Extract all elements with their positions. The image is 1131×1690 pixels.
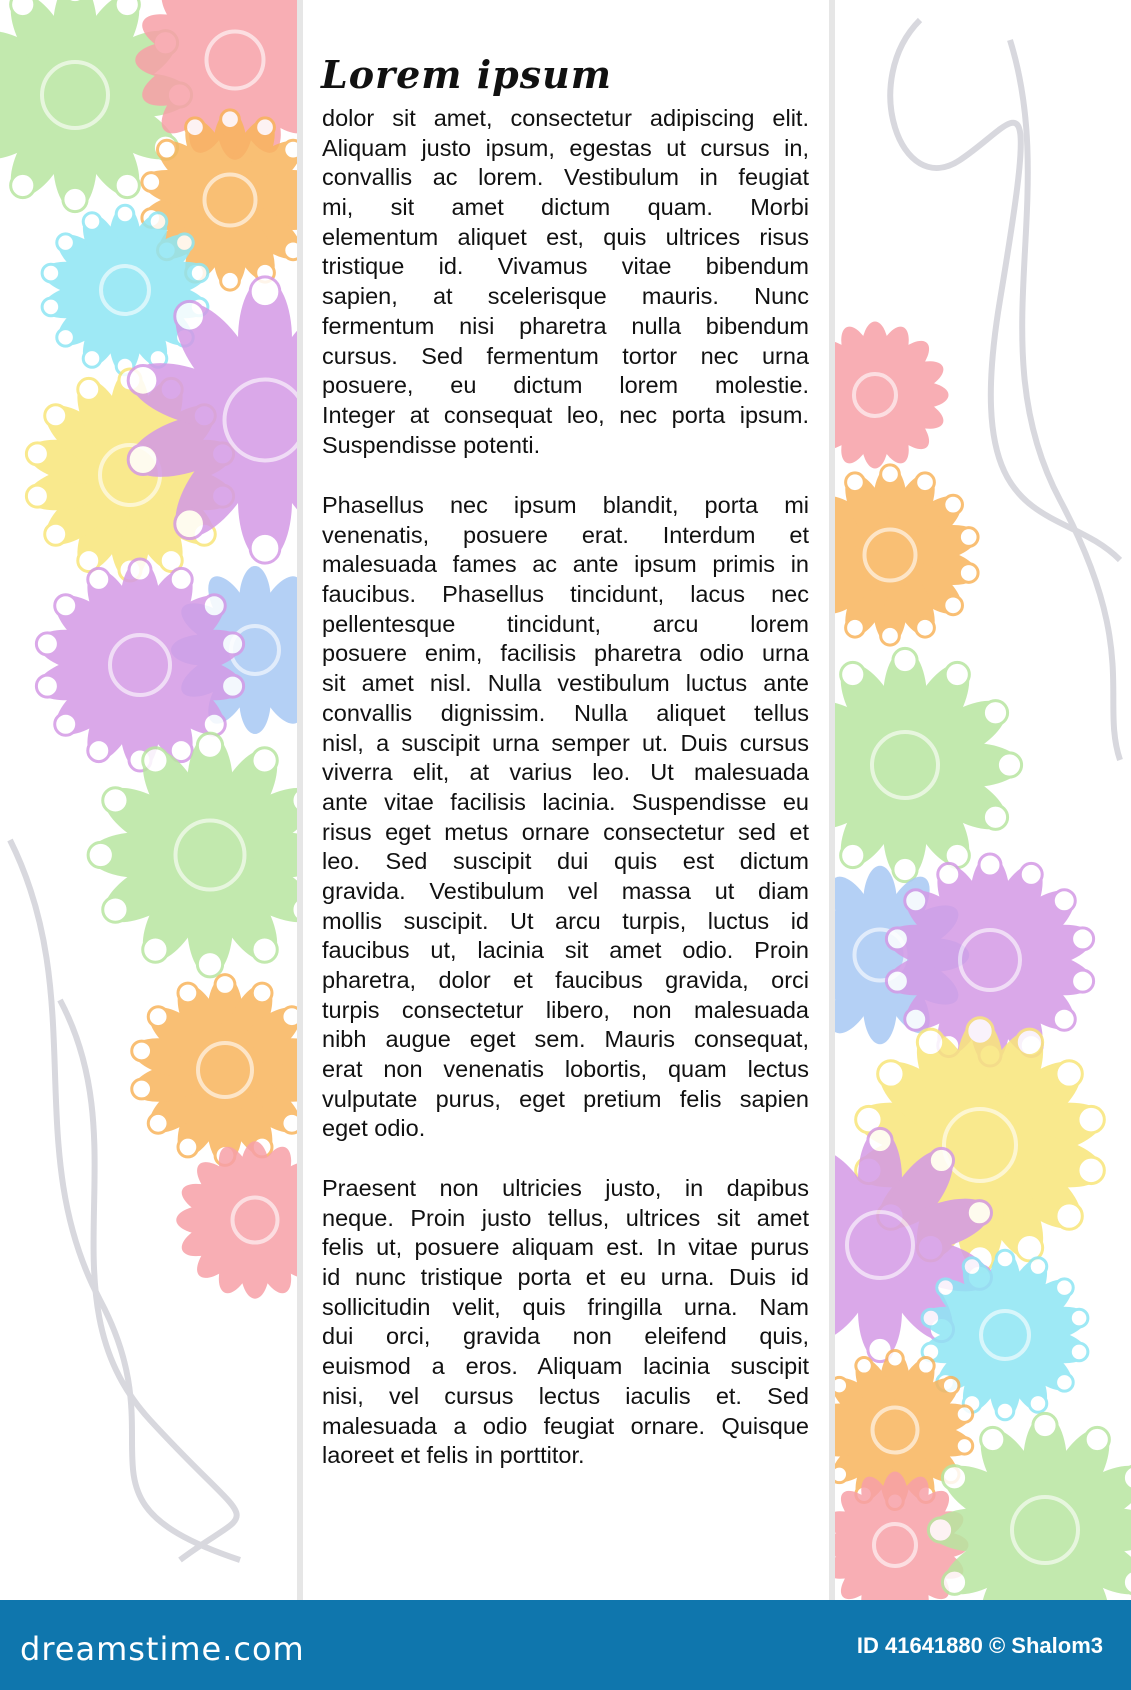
text-line: laoreet et felis in porttitor. <box>322 1442 585 1469</box>
text-line: sit amet nisl. Nulla vestibulum luctus ante <box>322 670 809 697</box>
text-line: gravida. Vestibulum vel massa ut diam <box>322 877 809 904</box>
footer-bar <box>0 1600 1131 1690</box>
text-line: Phasellus nec ipsum blandit, porta mi <box>322 492 809 518</box>
text-line: elementum aliquet est, quis ultrices risus <box>322 223 809 250</box>
text-line: Suspendisse potenti. <box>322 431 541 458</box>
text-line: nibh augue eget sem. Mauris consequat, <box>322 1026 809 1053</box>
text-line: mi, sit amet dictum quam. Morbi <box>322 194 809 221</box>
flower <box>129 975 321 1166</box>
text-line: pellentesque tincidunt, arcu lorem <box>322 610 809 637</box>
page-title: Lorem ipsum <box>321 52 612 97</box>
text-line: malesuada a odio feugiat ornare. Quisque <box>322 1412 809 1439</box>
flower <box>88 733 332 977</box>
text-line: viverra elit, at varius leo. Ut malesuada <box>322 759 809 786</box>
text-line: posuere enim, facilisis pharetra odio urna <box>322 640 809 667</box>
ribbon-swirl <box>1010 40 1120 760</box>
text-line: id nunc tristique porta et eu urna. Duis id <box>322 1264 809 1291</box>
text-line: tristique id. Vivamus vitae bibendum <box>322 253 809 280</box>
text-line: faucibus. Phasellus tincidunt, lacus nec <box>322 581 809 608</box>
paragraph-3 <box>322 1174 809 1471</box>
text-line: pharetra, dolor et faucibus gravida, orci <box>322 967 809 993</box>
text-line: erat non venenatis lobortis, quam lectus <box>322 1056 809 1083</box>
text-line: leo. Sed suscipit dui quis est dictum <box>322 848 809 875</box>
text-line: risus eget metus ornare consectetur sed et <box>322 818 809 845</box>
paragraph-2 <box>322 491 809 1144</box>
text-line: convallis dignissim. Nulla aliquet tellus <box>322 699 809 726</box>
text-line: Aliquam justo ipsum, egestas ut cursus in, <box>322 134 809 161</box>
text-line: Praesent non ultricies justo, in dapibus <box>322 1175 809 1201</box>
text-line: euismod a eros. Aliquam lacinia suscipit <box>322 1353 809 1380</box>
text-line: Integer at consequat leo, nec porta ipsum. <box>322 401 809 428</box>
text-line: fermentum nisi pharetra nulla bibendum <box>322 312 809 339</box>
text-line: eget odio. <box>322 1115 426 1142</box>
text-line: venenatis, posuere erat. Interdum et <box>322 521 809 548</box>
text-line: vulputate purus, eget pretium felis sapien <box>322 1085 809 1112</box>
text-line: turpis consectetur libero, non malesuada <box>322 996 809 1023</box>
text-line: sapien, at scelerisque mauris. Nunc <box>322 283 809 310</box>
text-line: cursus. Sed fermentum tortor nec urna <box>322 342 809 369</box>
text-line: ante vitae facilisis lacinia. Suspendisse eu <box>322 788 809 815</box>
text-line: neque. Proin justo tellus, ultrices sit amet <box>322 1204 809 1231</box>
text-line: nisi, vel cursus lectus iaculis et. Sed <box>322 1382 809 1409</box>
text-line: faucibus ut, lacinia sit amet odio. Proin <box>322 937 809 964</box>
text-line: mollis suscipit. Ut arcu turpis, luctus id <box>322 907 809 934</box>
dreamstime-logo: dreamstime.com <box>20 1630 305 1668</box>
text-line: sollicitudin velit, quis fringilla urna. Nam <box>322 1293 809 1320</box>
text-line: posuere, eu dictum lorem molestie. <box>322 372 809 399</box>
text-line: nisl, a suscipit urna semper ut. Duis cursus <box>322 729 809 756</box>
text-line: dui orci, gravida non eleifend quis, <box>322 1323 809 1350</box>
text-line: convallis ac lorem. Vestibulum in feugiat <box>322 164 809 191</box>
text-line: malesuada fames ac ante ipsum primis in <box>322 551 809 578</box>
paragraph-1 <box>322 104 809 460</box>
text-line: felis ut, posuere aliquam est. In vitae purus <box>322 1234 809 1261</box>
text-line: dolor sit amet, consectetur adipiscing elit. <box>322 105 809 131</box>
image-credit: ID 41641880 © Shalom3 <box>856 1633 1103 1658</box>
